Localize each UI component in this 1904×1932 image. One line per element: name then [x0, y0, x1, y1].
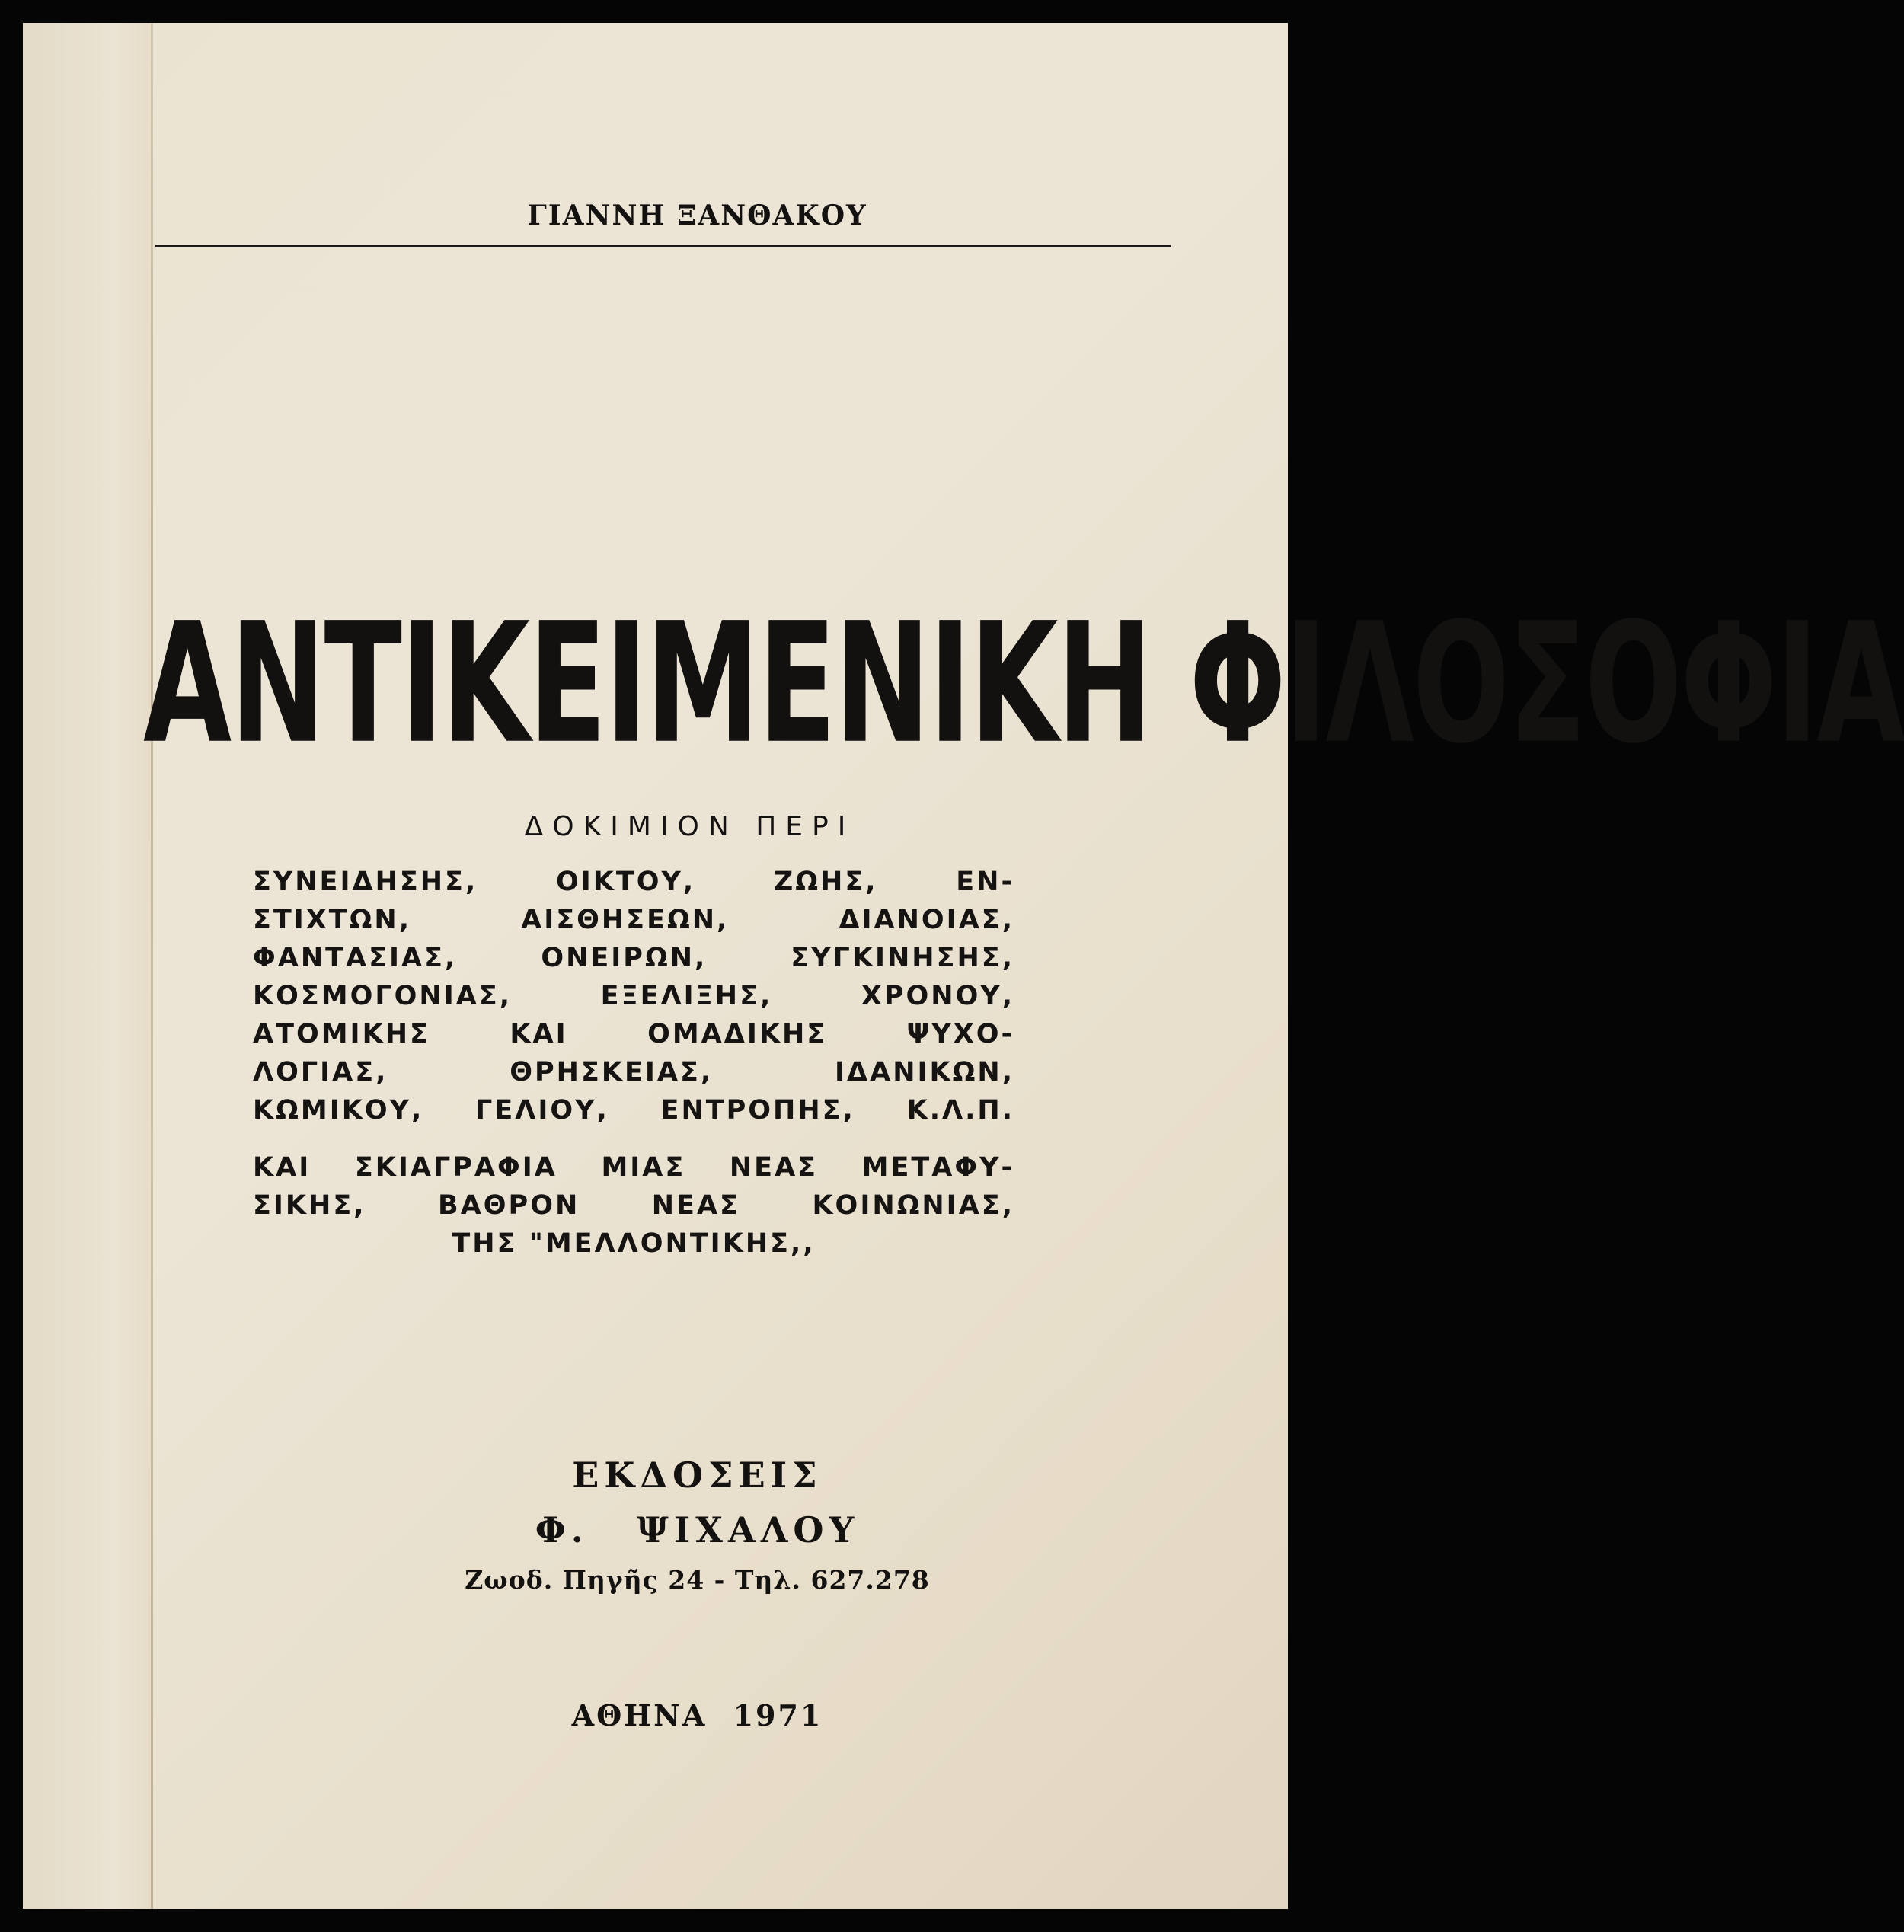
- publisher-label: ΕΚΔΟΣΕΙΣ: [572, 1455, 823, 1496]
- page-margin-strip: [23, 23, 152, 1909]
- sketch-line: ΣΙΚΗΣ, ΒΑΘΡΟΝ ΝΕΑΣ ΚΟΙΝΩΝΙΑΣ,: [253, 1190, 1014, 1221]
- book-title: ΑΝΤΙΚΕΙΜΕΝΙΚΗ ΦΙΛΟΣΟΦΙΑ: [143, 588, 1904, 781]
- topic-line: ΛΟΓΙΑΣ, ΘΡΗΣΚΕΙΑΣ, ΙΔΑΝΙΚΩΝ,: [253, 1057, 1014, 1087]
- sketch-line: ΤΗΣ "ΜΕΛΛΟΝΤΙΚΗΣ,,: [452, 1228, 816, 1259]
- topic-line: ΚΟΣΜΟΓΟΝΙΑΣ, ΕΞΕΛΙΞΗΣ, ΧΡΟΝΟΥ,: [253, 981, 1014, 1011]
- topic-line: ΚΩΜΙΚΟΥ, ΓΕΛΙΟΥ, ΕΝΤΡΟΠΗΣ, Κ.Λ.Π.: [253, 1095, 1014, 1126]
- title-page: [23, 23, 1904, 1909]
- sketch-line: ΚΑΙ ΣΚΙΑΓΡΑΦΙΑ ΜΙΑΣ ΝΕΑΣ ΜΕΤΑΦΥ-: [253, 1152, 1014, 1183]
- author-name: ΓΙΑΝΝΗ ΞΑΝΘΑΚΟΥ: [527, 200, 867, 232]
- topic-line: ΣΤΙΧΤΩΝ, ΑΙΣΘΗΣΕΩΝ, ΔΙΑΝΟΙΑΣ,: [253, 905, 1014, 935]
- subtitle: ΔΟΚΙΜΙΟΝ ΠΕΡΙ: [524, 811, 855, 842]
- topic-line: ΑΤΟΜΙΚΗΣ ΚΑΙ ΟΜΑΔΙΚΗΣ ΨΥΧΟ-: [253, 1019, 1014, 1049]
- place-and-year: ΑΘΗΝΑ 1971: [571, 1698, 823, 1732]
- topic-line: ΣΥΝΕΙΔΗΣΗΣ, ΟΙΚΤΟΥ, ΖΩΗΣ, ΕΝ-: [253, 867, 1014, 897]
- topic-line: ΦΑΝΤΑΣΙΑΣ, ΟΝΕΙΡΩΝ, ΣΥΓΚΙΝΗΣΗΣ,: [253, 943, 1014, 973]
- publisher-address: Ζωοδ. Πηγῆς 24 - Τηλ. 627.278: [465, 1565, 930, 1595]
- publisher-name: Φ. ΨΙΧΑΛΟΥ: [535, 1509, 860, 1550]
- header-rule: [155, 245, 1171, 247]
- page-fold-line: [151, 23, 153, 1909]
